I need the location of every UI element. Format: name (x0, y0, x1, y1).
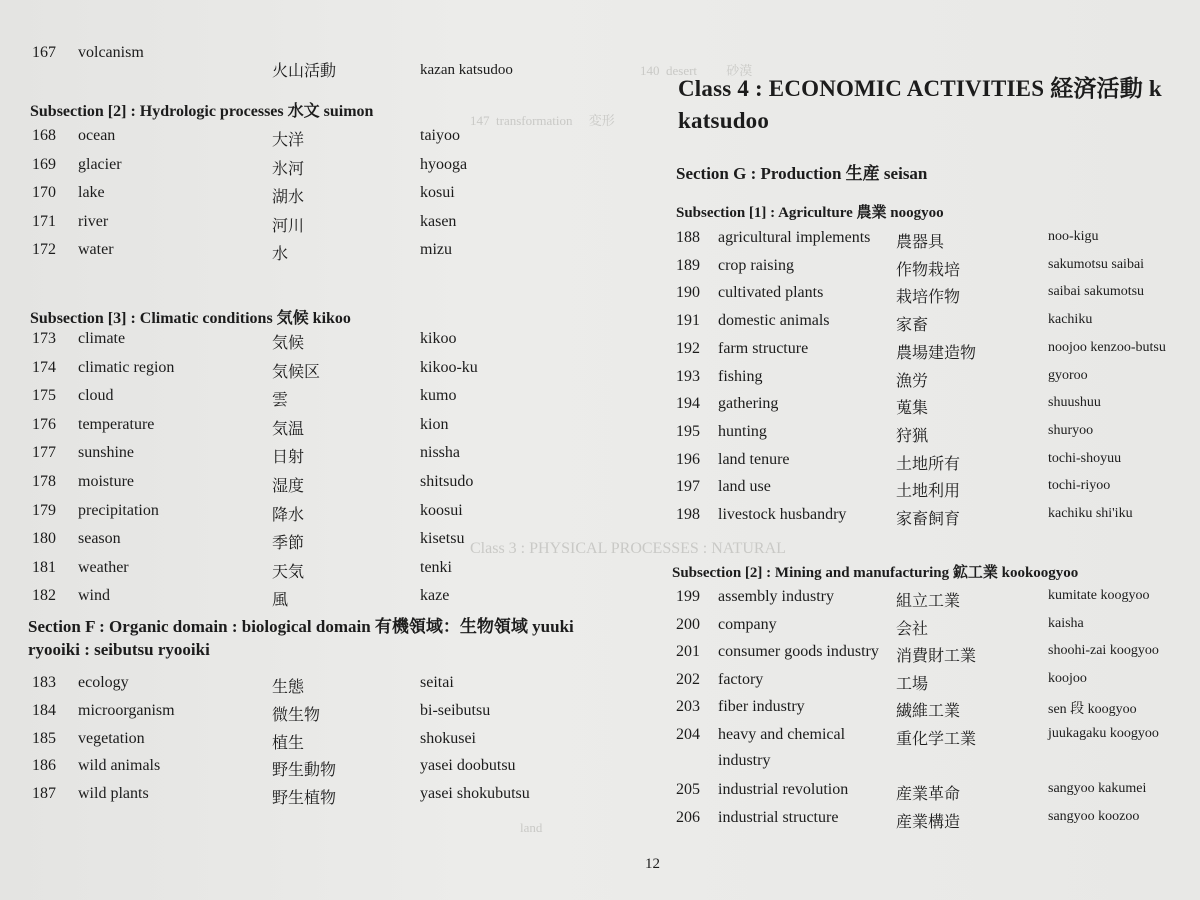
entry-number: 199 (676, 588, 700, 605)
entry-japanese: 農器具 (896, 234, 945, 251)
entry-number: 204 (676, 725, 700, 743)
entry-english: industrial revolution (718, 781, 849, 798)
entry-number: 178 (32, 473, 56, 490)
entry-japanese: 降水 (272, 506, 305, 524)
entry-japanese: 氷河 (272, 160, 305, 178)
entry-english: gathering (718, 395, 779, 413)
entry-japanese: 組立工業 (896, 593, 961, 610)
entry-romaji: kaze (420, 587, 450, 605)
entry-english: wild plants (78, 785, 149, 803)
entry-number: 193 (676, 367, 700, 385)
entry-romaji: sakumotsu saibai (1048, 256, 1145, 272)
subsection-heading: Subsection [1] : Agriculture 農業 noogyoo (676, 205, 944, 221)
entry-english: moisture (78, 473, 134, 490)
entry-romaji: mizu (420, 241, 452, 258)
entry-romaji: kion (420, 415, 449, 433)
entry-english: ocean (78, 127, 116, 144)
entry-japanese: 土地利用 (896, 483, 961, 501)
entry-english: land use (718, 478, 771, 496)
entry-english: climate (78, 330, 126, 347)
entry-romaji: sen 段 koogyoo (1048, 702, 1137, 717)
entry-japanese: 雲 (272, 392, 289, 410)
entry-japanese: 気温 (272, 420, 305, 438)
entry-romaji: yasei shokubutsu (420, 785, 530, 803)
entry-romaji: noojoo kenzoo-butsu (1048, 339, 1166, 355)
entry-japanese: 狩猟 (896, 427, 929, 445)
entry-english: domestic animals (718, 312, 830, 330)
entry-romaji: shuushuu (1048, 395, 1101, 411)
entry-romaji: hyooga (420, 155, 468, 173)
entry-romaji: sangyoo koozoo (1048, 808, 1140, 824)
entry-number: 189 (676, 256, 700, 274)
subsection-heading: Subsection [3] : Climatic conditions 気候 kikoo (30, 310, 351, 327)
entry-english: vegetation (78, 729, 145, 747)
entry-japanese: 会社 (896, 620, 929, 638)
entry-english: lake (78, 184, 105, 201)
entry-english: glacier (78, 155, 122, 173)
entry-number: 200 (676, 615, 700, 633)
entry-romaji: kumo (420, 387, 457, 405)
entry-japanese: 湖水 (272, 189, 305, 206)
entry-romaji: kosui (420, 184, 455, 201)
entry-romaji: shitsudo (420, 473, 474, 490)
entry-number: 180 (32, 530, 56, 548)
entry-romaji: nissha (420, 444, 460, 462)
entry-romaji: bi-seibutsu (420, 701, 491, 719)
section-heading: Section F : Organic domain : biological domain 有機領域：生物領域 yuuki (28, 617, 574, 636)
entry-romaji: shuryoo (1048, 422, 1094, 438)
entry-number: 185 (32, 729, 56, 747)
entry-english: weather (78, 558, 129, 576)
entry-number: 203 (676, 698, 700, 715)
entry-japanese: 植生 (272, 734, 305, 752)
entry-number: 190 (676, 284, 700, 302)
entry-number: 168 (32, 127, 56, 144)
bleed-through-text: 140 desert 砂漠 (640, 63, 753, 78)
entry-romaji: koosui (420, 501, 463, 519)
entry-romaji: kaisha (1048, 615, 1084, 631)
entry-number: 167 (32, 44, 56, 61)
entry-english: assembly industry (718, 588, 834, 605)
entry-english: fiber industry (718, 698, 805, 715)
entry-romaji: kisetsu (420, 530, 465, 548)
bleed-through-text: land (520, 820, 543, 835)
entry-japanese: 火山活動 (272, 63, 337, 80)
entry-english: cloud (78, 387, 114, 405)
entry-english: land tenure (718, 450, 790, 468)
entry-number: 170 (32, 184, 56, 201)
entry-english: factory (718, 670, 764, 688)
subsection-heading: Subsection [2] : Mining and manufacturing 鉱工業 kookoogyoo (672, 565, 1079, 581)
entry-romaji: kachiku (1048, 312, 1093, 328)
entry-japanese: 農場建造物 (896, 344, 977, 362)
entry-japanese: 栽培作物 (896, 289, 961, 307)
entry-japanese: 天気 (272, 563, 305, 581)
entry-japanese: 野生植物 (272, 790, 337, 808)
entry-japanese: 産業革命 (896, 786, 961, 803)
entry-number: 175 (32, 387, 56, 405)
section-heading: Section G : Production 生産 seisan (676, 164, 928, 183)
class-heading: Class 4 : ECONOMIC ACTIVITIES 経済活動 k (678, 76, 1162, 101)
entry-english: ecology (78, 674, 129, 691)
entry-japanese: 微生物 (272, 706, 321, 724)
entry-romaji: kasen (420, 212, 457, 230)
entry-number: 179 (32, 501, 56, 519)
entry-number: 206 (676, 808, 700, 826)
entry-japanese: 湿度 (272, 478, 305, 495)
entry-number: 197 (676, 478, 700, 496)
entry-romaji: shoohi-zai koogyoo (1048, 643, 1159, 658)
entry-romaji: kazan katsudoo (420, 62, 513, 78)
entry-number: 182 (32, 587, 56, 605)
entry-number: 198 (676, 506, 700, 523)
entry-romaji: kachiku shi'iku (1048, 506, 1133, 521)
entry-romaji: saibai sakumotsu (1048, 284, 1145, 300)
entry-japanese: 工場 (896, 675, 929, 693)
entry-english-cont: industry (718, 751, 771, 769)
entry-japanese: 気候区 (272, 363, 321, 381)
entry-number: 202 (676, 670, 700, 688)
entry-english: temperature (78, 415, 155, 433)
entry-english: agricultural implements (718, 229, 871, 246)
entry-number: 188 (676, 229, 700, 246)
entry-japanese: 漁労 (896, 372, 929, 390)
entry-japanese: 日射 (272, 449, 305, 467)
entry-english: sunshine (78, 444, 134, 462)
entry-romaji: tochi-riyoo (1048, 478, 1111, 494)
entry-english: river (78, 212, 109, 230)
entry-number: 184 (32, 701, 56, 719)
entry-number: 196 (676, 450, 700, 468)
entry-english: wind (78, 587, 110, 605)
entry-english: volcanism (78, 44, 144, 61)
entry-english: company (718, 615, 777, 633)
entry-number: 191 (676, 312, 700, 330)
entry-japanese: 重化学工業 (896, 730, 977, 748)
entry-english: microorganism (78, 701, 175, 719)
entry-english: water (78, 241, 114, 258)
entry-romaji: taiyoo (420, 127, 460, 144)
entry-romaji: kumitate koogyoo (1048, 588, 1150, 603)
entry-japanese: 季節 (272, 535, 305, 553)
entry-romaji: sangyoo kakumei (1048, 781, 1147, 796)
entry-number: 192 (676, 339, 700, 357)
entry-japanese: 野生動物 (272, 762, 337, 780)
entry-japanese: 気候 (272, 335, 305, 352)
entry-english: climatic region (78, 358, 175, 376)
entry-english: crop raising (718, 256, 794, 274)
entry-english: wild animals (78, 757, 161, 775)
entry-romaji: seitai (420, 674, 454, 691)
entry-number: 205 (676, 781, 700, 798)
entry-number: 177 (32, 444, 56, 462)
bleed-through-text: Class 3 : PHYSICAL PROCESSES : NATURAL (470, 540, 786, 557)
entry-number: 181 (32, 558, 56, 576)
entry-romaji: koojoo (1048, 670, 1087, 686)
entry-number: 169 (32, 155, 56, 173)
entry-english: fishing (718, 367, 763, 385)
entry-japanese: 河川 (272, 217, 305, 235)
entry-romaji: shokusei (420, 729, 476, 747)
entry-romaji: noo-kigu (1048, 229, 1099, 244)
subsection-heading: Subsection [2] : Hydrologic processes 水文 suimon (30, 103, 374, 120)
entry-english: industrial structure (718, 808, 839, 826)
entry-japanese: 家畜飼育 (896, 511, 961, 528)
entry-english: cultivated plants (718, 284, 824, 302)
entry-romaji: kikoo (420, 330, 457, 347)
entry-japanese: 家畜 (896, 317, 929, 335)
entry-japanese: 産業構造 (896, 813, 961, 831)
entry-number: 173 (32, 330, 56, 347)
entry-japanese: 蒐集 (896, 400, 929, 418)
entry-number: 186 (32, 757, 56, 775)
entry-japanese: 繊維工業 (896, 703, 961, 720)
entry-romaji: juukagaku koogyoo (1048, 725, 1159, 741)
entry-number: 195 (676, 422, 700, 440)
entry-japanese: 消費財工業 (896, 648, 977, 665)
entry-japanese: 大洋 (272, 132, 305, 149)
entry-english: farm structure (718, 339, 809, 357)
entry-english: hunting (718, 422, 767, 440)
page-number: 12 (645, 856, 660, 872)
entry-number: 201 (676, 643, 700, 660)
entry-english: season (78, 530, 121, 548)
entry-romaji: gyoroo (1048, 367, 1088, 383)
entry-japanese: 水 (272, 246, 289, 263)
entry-number: 174 (32, 358, 56, 376)
entry-number: 194 (676, 395, 700, 413)
bleed-through-text: 147 transformation 変形 (470, 113, 615, 128)
entry-english: livestock husbandry (718, 506, 847, 523)
entry-romaji: yasei doobutsu (420, 757, 516, 775)
entry-japanese: 風 (272, 592, 289, 610)
entry-number: 172 (32, 241, 56, 258)
section-heading-cont: ryooiki : seibutsu ryooiki (28, 640, 210, 659)
entry-japanese: 土地所有 (896, 455, 961, 473)
class-heading-cont: katsudoo (678, 108, 770, 133)
entry-romaji: kikoo-ku (420, 358, 478, 376)
entry-japanese: 生態 (272, 679, 305, 696)
entry-number: 187 (32, 785, 56, 803)
entry-english: precipitation (78, 501, 159, 519)
entry-japanese: 作物栽培 (896, 261, 961, 279)
entry-english: consumer goods industry (718, 643, 879, 660)
entry-english: heavy and chemical (718, 725, 846, 743)
entry-number: 176 (32, 415, 56, 433)
entry-number: 183 (32, 674, 56, 691)
entry-romaji: tenki (420, 558, 452, 576)
entry-romaji: tochi-shoyuu (1048, 450, 1122, 466)
entry-number: 171 (32, 212, 56, 230)
